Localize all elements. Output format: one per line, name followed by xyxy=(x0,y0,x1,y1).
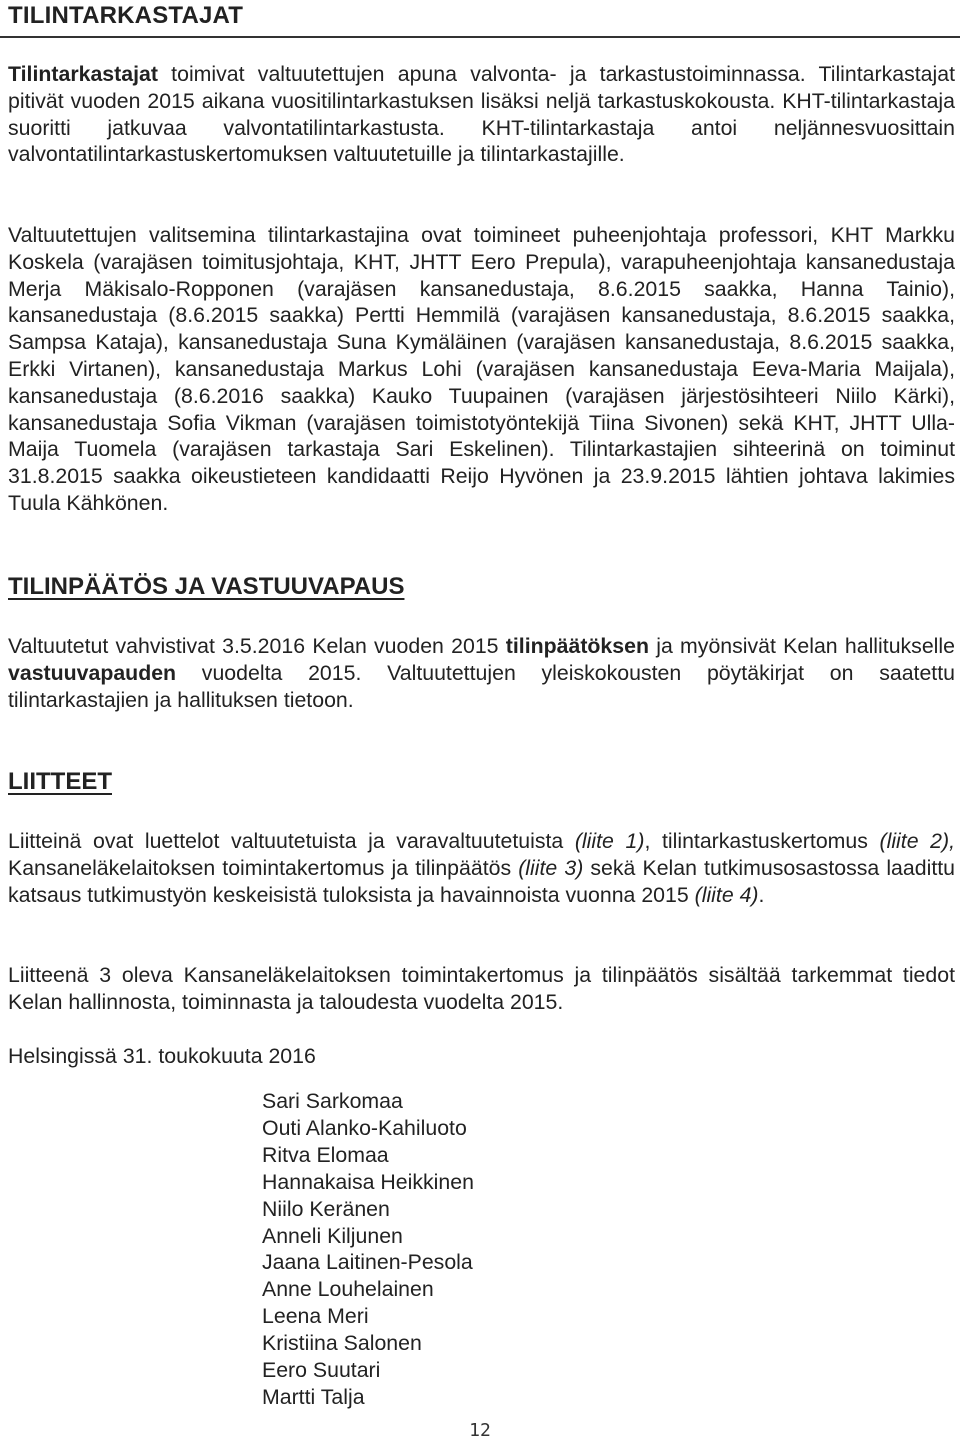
audit-bold-term: Tilintarkastajat xyxy=(8,62,158,86)
signatory-name: Anne Louhelainen xyxy=(262,1277,434,1302)
appendices-text-2: , tilintarkastuskertomus xyxy=(644,829,880,853)
closing-paragraph xyxy=(8,633,955,713)
signatory-name: Sari Sarkomaa xyxy=(262,1089,403,1113)
audit-paragraph-1 xyxy=(8,61,955,168)
signatory-name: Niilo Keränen xyxy=(262,1196,390,1221)
appendices-paragraph-2: Liitteenä 3 oleva Kansaneläkelaitoksen toimintakertomus ja tilinpäätös sisältää tarkemmat tiedot Kelan hallinnosta, toiminnasta ja taloudesta vuodelta 2015. xyxy=(8,963,955,1014)
appendices-paragraph-1 xyxy=(8,828,955,908)
appendix-ref-1: (liite 1) xyxy=(574,829,645,853)
signatory-name: Kristiina Salonen xyxy=(262,1331,422,1356)
section-heading-closing: TILINPÄÄTÖS JA VASTUUVAPAUS xyxy=(8,573,405,600)
signatory-name: Hannakaisa Heikkinen xyxy=(262,1169,474,1194)
signatory-name: Martti Talja xyxy=(262,1384,365,1409)
appendices-text-1: Liitteinä ovat luettelot valtuutetuista ja varavaltuutetuista xyxy=(8,829,575,853)
closing-text-3: vuodelta 2015. Valtuutettujen yleiskokousten pöytäkirjat on saatettu tilintarkastajien ja hallituksen tietoon. xyxy=(8,660,955,712)
audit-paragraph-2: Valtuutettujen valitsemina tilintarkastajina ovat toimineet puheenjohtaja professori, KHT Markku Koskela (varajäsen toimitusjohtaja, KHT, JHTT Eero Prepula), varapuheenjohtaja kansanedustaja Merja Mäkisalo-Ropponen (varajäsen kansanedustaja, 8.6.2015 saakka, Hanna Tainio), kansanedustaja (8.6.2015 saakka) Pertti Hemmilä (varajäsen kansanedustaja, 8.6.2015 saakka, Sampsa Kataja), kansanedustaja Suna Kymäläinen (varajäsen kansanedustaja, 8.6.2015 saakka, Erkki Virtanen), kansanedustaja Markus Lohi (varajäsen kansanedustaja Eeva-Maria Maijala), kansanedustaja (8.6.2016 saakka) Kauko Tuupainen (varajäsen järjestösihteeri Niilo Kärki), kansanedustaja Sofia Vikman (varajäsen toimistotyöntekijä Tiina Sivonen) sekä KHT, JHTT Ulla-Maija Tuomela (varajäsen tarkastaja Sari Eskelinen). Tilintarkastajien sihteerinä on toiminut 31.8.2015 saakka oikeustieteen kandidaatti Reijo Hyvönen ja 23.9.2015 lähtien johtava lakimies Tuula Kähkönen. xyxy=(8,223,955,515)
closing-text-1: Valtuutetut vahvistivat 3.5.2016 Kelan vuoden 2015 xyxy=(8,634,506,658)
appendix-ref-4: (liite 4) xyxy=(694,882,759,907)
closing-text-2: ja myönsivät Kelan hallitukselle xyxy=(648,634,955,658)
page-heading: TILINTARKASTAJAT xyxy=(8,2,244,29)
appendices-text-5: . xyxy=(758,882,765,907)
signatory-name: Ritva Elomaa xyxy=(262,1142,389,1167)
appendices-text-3: Kansaneläkelaitoksen toimintakertomus ja tilinpäätös xyxy=(8,855,519,880)
signatory-name: Outi Alanko-Kahiluoto xyxy=(262,1115,467,1140)
appendices-text-4: sekä Kelan tutkimusosastossa laadittu katsaus tutkimustyön keskeisistä tuloksista ja havainnoista vuonna 2015 xyxy=(8,855,956,907)
closing-bold-tilinpaatos: tilinpäätöksen xyxy=(505,634,649,658)
appendix-ref-3: (liite 3) xyxy=(518,855,584,880)
section-heading-appendices: LIITTEET xyxy=(8,768,112,795)
appendix-ref-2: (liite 2), xyxy=(879,829,955,853)
signatory-name: Leena Meri xyxy=(262,1304,369,1329)
signatory-name: Jaana Laitinen-Pesola xyxy=(262,1250,473,1275)
page-number: 12 xyxy=(469,1420,491,1441)
signatory-name: Anneli Kiljunen xyxy=(262,1223,403,1248)
top-heading-bar xyxy=(0,0,960,38)
signatories-list xyxy=(262,1088,474,1411)
closing-bold-vastuuvapaus: vastuuvapauden xyxy=(8,660,177,685)
audit-paragraph-1-text: toimivat valtuutettujen apuna valvonta- ja tarkastustoiminnassa. Tilintarkastajat pitivät vuoden 2015 aikana vuositilintarkastuksen lisäksi neljä tarkastuskokousta. KHT-tilintarkastaja suoritti jatkuvaa valvontatilintarkastusta. KHT-tilintarkastaja antoi neljännesvuosittain valvontatilintarkastuskertomuksen valtuutetuille ja tilintarkastajille. xyxy=(8,62,955,167)
signatory-name: Eero Suutari xyxy=(262,1358,381,1383)
place-date: Helsingissä 31. toukokuuta 2016 xyxy=(8,1044,316,1068)
